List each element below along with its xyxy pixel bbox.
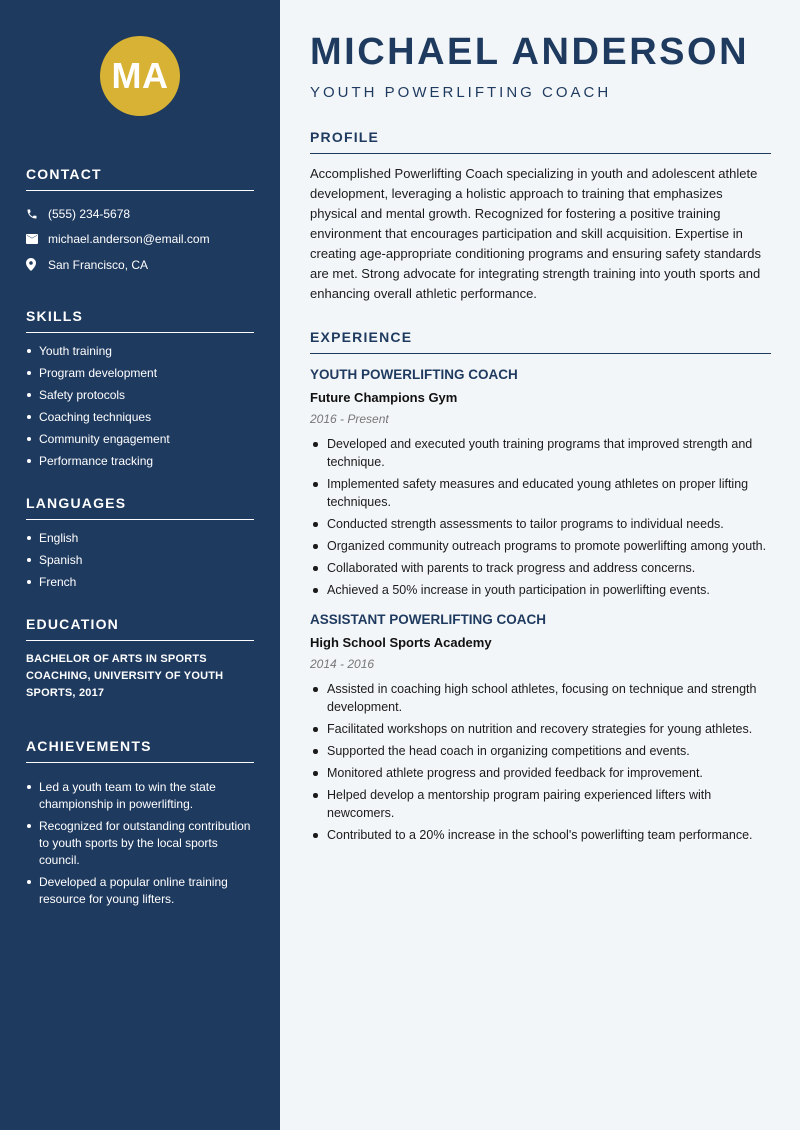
skill-item: Youth training (26, 343, 254, 360)
skills-heading: SKILLS (26, 308, 254, 333)
skill-item: Coaching techniques (26, 409, 254, 426)
languages-list (26, 530, 254, 591)
job-title: ASSISTANT POWERLIFTING COACH (310, 612, 546, 627)
location-pin-icon (26, 258, 48, 271)
language-item: English (26, 530, 254, 547)
job-bullet: Assisted in coaching high school athletes, focusing on technique and strength development. (310, 680, 771, 716)
job-bullet: Supported the head coach in organizing competitions and events. (310, 742, 771, 760)
job-bullet: Collaborated with parents to track progress and address concerns. (310, 559, 771, 577)
phone-text[interactable]: (555) 234-5678 (48, 206, 131, 221)
contact-email (26, 227, 254, 253)
job-bullet: Helped develop a mentorship program pairing experienced lifters with newcomers. (310, 786, 771, 822)
education-degree: BACHELOR OF ARTS IN SPORTS COACHING, UNIVERSITY OF YOUTH SPORTS, 2017 (26, 652, 224, 699)
contact-heading: CONTACT (26, 166, 254, 191)
achievements-list (26, 779, 254, 908)
candidate-name: MICHAEL ANDERSON (310, 31, 750, 73)
job-bullet: Implemented safety measures and educated young athletes on proper lifting techniques. (310, 475, 771, 511)
job-bullets (310, 680, 771, 844)
achievement-item: Recognized for outstanding contribution to youth sports by the local sports council. (26, 818, 254, 869)
skill-item: Performance tracking (26, 453, 254, 470)
job-bullet: Achieved a 50% increase in youth participation in powerlifting events. (310, 581, 771, 599)
email-text[interactable]: michael.anderson@email.com (48, 232, 210, 247)
experience-section (310, 329, 771, 844)
mail-icon (26, 234, 48, 244)
job-bullet: Facilitated workshops on nutrition and recovery strategies for young athletes. (310, 720, 771, 738)
job-bullet: Developed and executed youth training programs that improved strength and technique. (310, 435, 771, 471)
job-company: Future Champions Gym (310, 390, 458, 405)
contact-location (26, 252, 254, 278)
job-bullet: Conducted strength assessments to tailor programs to individual needs. (310, 515, 771, 533)
location-text: San Francisco, CA (48, 257, 149, 272)
job-dates: 2016 - Present (310, 412, 389, 426)
job-bullet: Monitored athlete progress and provided feedback for improvement. (310, 764, 771, 782)
profile-heading: PROFILE (310, 129, 771, 154)
achievements-heading: ACHIEVEMENTS (26, 738, 254, 763)
languages-heading: LANGUAGES (26, 495, 254, 520)
main-content (280, 0, 800, 1130)
sidebar (0, 0, 280, 1130)
languages-section (26, 495, 254, 591)
candidate-title: YOUTH POWERLIFTING COACH (310, 84, 612, 101)
skills-section (26, 308, 254, 470)
job-dates: 2014 - 2016 (310, 657, 375, 671)
language-item: Spanish (26, 552, 254, 569)
language-item: French (26, 574, 254, 591)
profile-summary: Accomplished Powerlifting Coach specializing in youth and adolescent athlete development, leveraging a holistic approach to training that emphasizes physical and mental growth. Recognized for fostering a positive training environment that encourages participation and skill acquisition. Expertise in creating age-appropriate conditioning programs and ensuring safety standards are met. Strong advocate for integrating strength training into youth sports and enhancing overall athletic performance. (310, 166, 761, 301)
achievement-item: Led a youth team to win the state championship in powerlifting. (26, 779, 254, 813)
phone-icon (26, 208, 48, 220)
skills-list (26, 343, 254, 470)
job-entry (310, 612, 771, 844)
experience-heading: EXPERIENCE (310, 329, 771, 354)
achievement-item: Developed a popular online training resource for young lifters. (26, 874, 254, 908)
contact-section (26, 166, 254, 278)
job-bullet: Organized community outreach programs to promote powerlifting among youth. (310, 537, 771, 555)
profile-section (310, 129, 771, 304)
monogram-avatar: MA (100, 36, 180, 116)
job-company: High School Sports Academy (310, 635, 492, 650)
contact-phone (26, 201, 254, 227)
job-entry (310, 367, 771, 599)
skill-item: Community engagement (26, 431, 254, 448)
job-title: YOUTH POWERLIFTING COACH (310, 367, 518, 382)
skill-item: Safety protocols (26, 387, 254, 404)
education-section (26, 616, 254, 702)
job-bullet: Contributed to a 20% increase in the school's powerlifting team performance. (310, 826, 771, 844)
achievements-section (26, 738, 254, 908)
job-bullets (310, 435, 771, 599)
skill-item: Program development (26, 365, 254, 382)
education-heading: EDUCATION (26, 616, 254, 641)
